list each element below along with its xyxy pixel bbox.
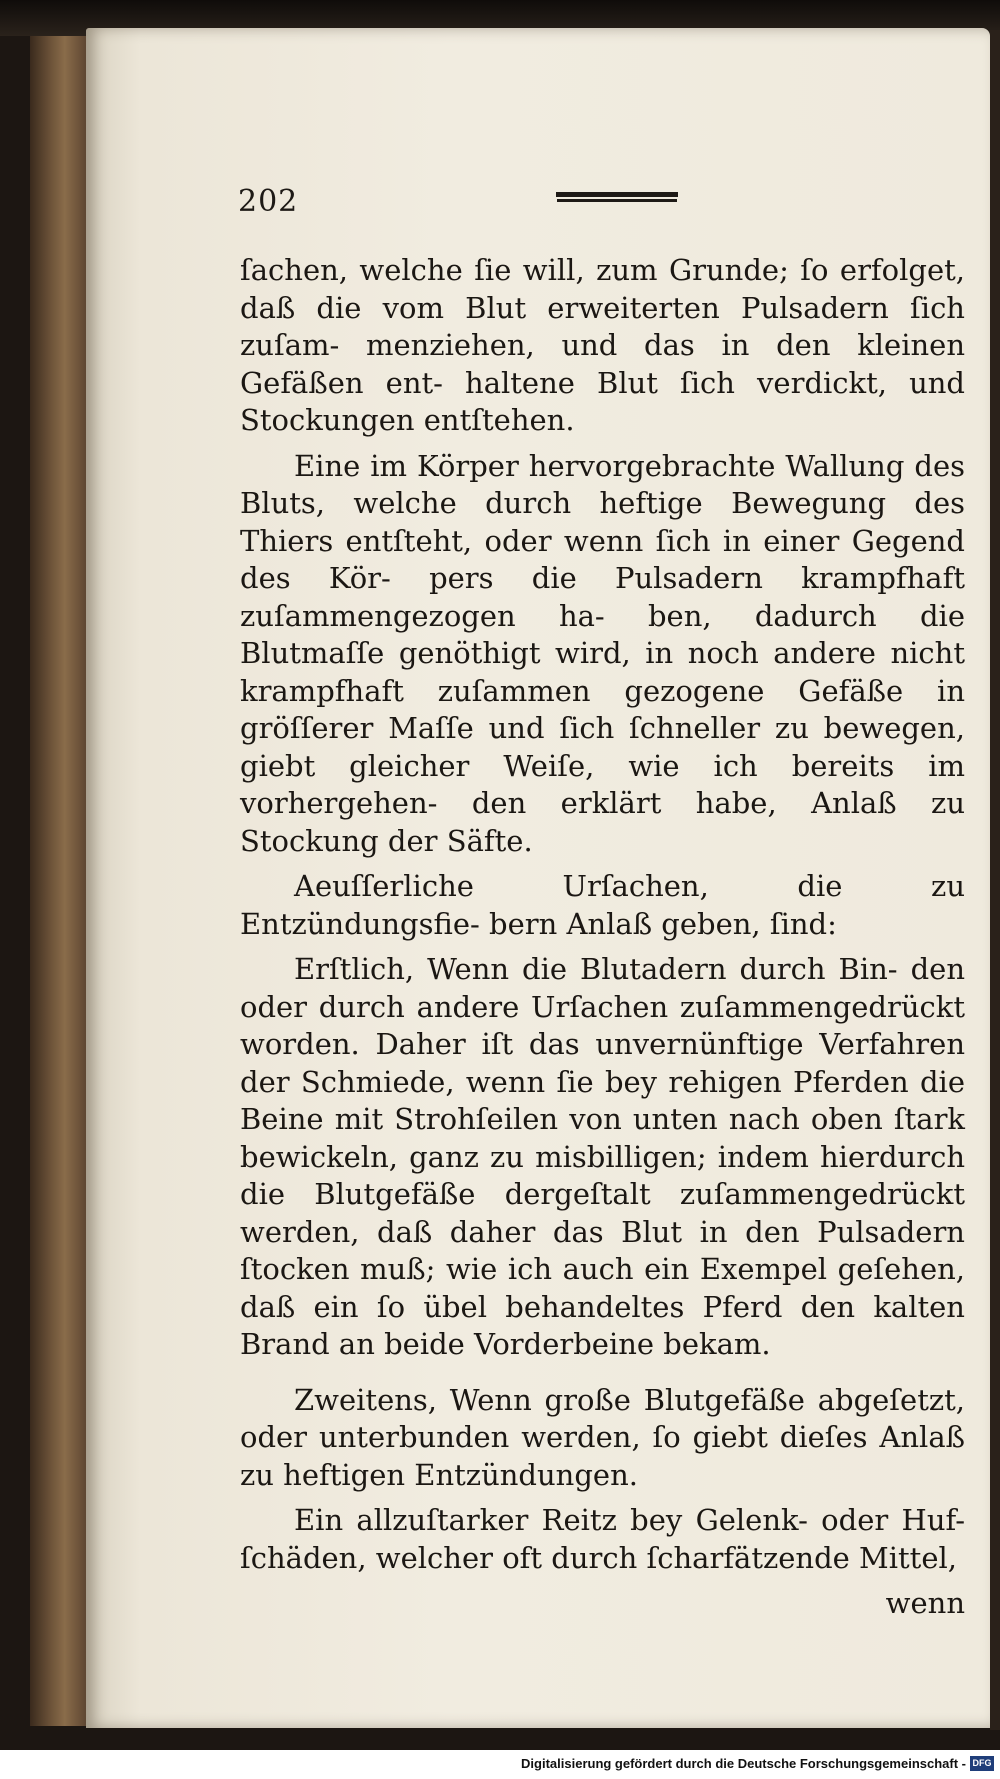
book-spine bbox=[30, 36, 88, 1726]
digitization-footer bbox=[0, 1750, 1000, 1779]
page-number: 202 bbox=[238, 184, 299, 219]
catchword: wenn bbox=[885, 1586, 965, 1620]
paragraph-1: ſachen, welche ſie will, zum Grunde; ſo erfolget, daß die vom Blut erweiterten Pulsadern ſich zuſam- menziehen, und das in den kleinen Gefäßen ent- haltene Blut ſich verdickt, und Stockungen entſtehen. bbox=[240, 253, 965, 437]
paragraph-4: Erſtlich, Wenn die Blutadern durch Bin- den oder durch andere Urſachen zuſammengedrückt worden. Daher iſt das unvernünftige Verfahren der Schmiede, wenn ſie bey rehigen Pferden die Beine mit Strohſeilen von unten nach oben ſtark bewickeln, ganz zu misbilligen; indem hierdurch die Blutgefäße dergeſtalt zuſammengedrückt werden, daß daher das Blut in den Pulsadern ſtocken muß; wie ich auch ein Exempel geſehen, daß ein ſo übel behandeltes Pferd den kalten Brand an beide Vorderbeine bekam. bbox=[240, 952, 965, 1361]
page-header bbox=[238, 184, 688, 224]
paragraph-2: Eine im Körper hervorgebrachte Wallung des Bluts, welche durch heftige Bewegung des Thiers entſteht, oder wenn ſich in einer Gegend des Kör- pers die Pulsadern krampfhaft zuſammengezogen ha- ben, dadurch die Blutmaſſe genöthigt wird, in noch andere nicht krampfhaft zuſammen gezogene Gefäße in gröſſerer Maſſe und ſich ſchneller zu bewegen, giebt gleicher Weiſe, wie ich bereits im vorhergehen- den erklärt habe, Anlaß zu Stockung der Säfte. bbox=[240, 448, 965, 858]
scan-right-border bbox=[990, 30, 1000, 1730]
header-rule bbox=[556, 192, 678, 197]
paragraph-5: Zweitens, Wenn große Blutgefäße abgeſetzt, oder unterbunden werden, ſo giebt dieſes Anlaß zu heftigen Entzündungen. bbox=[240, 1382, 965, 1492]
paragraph-6: Ein allzuſtarker Reitz bey Gelenk- oder Huf- ſchäden, welcher oft durch ſcharfätzende Mittel, bbox=[240, 1503, 965, 1575]
dfg-logo-icon: DFG bbox=[970, 1756, 994, 1771]
paragraph-3: Aeuſſerliche Urſachen, die zu Entzündungsfie- bern Anlaß geben, ſind: bbox=[240, 869, 965, 941]
body-text bbox=[240, 252, 965, 1623]
funding-credit: Digitalisierung gefördert durch die Deutsche Forschungsgemeinschaft - bbox=[521, 1756, 966, 1771]
